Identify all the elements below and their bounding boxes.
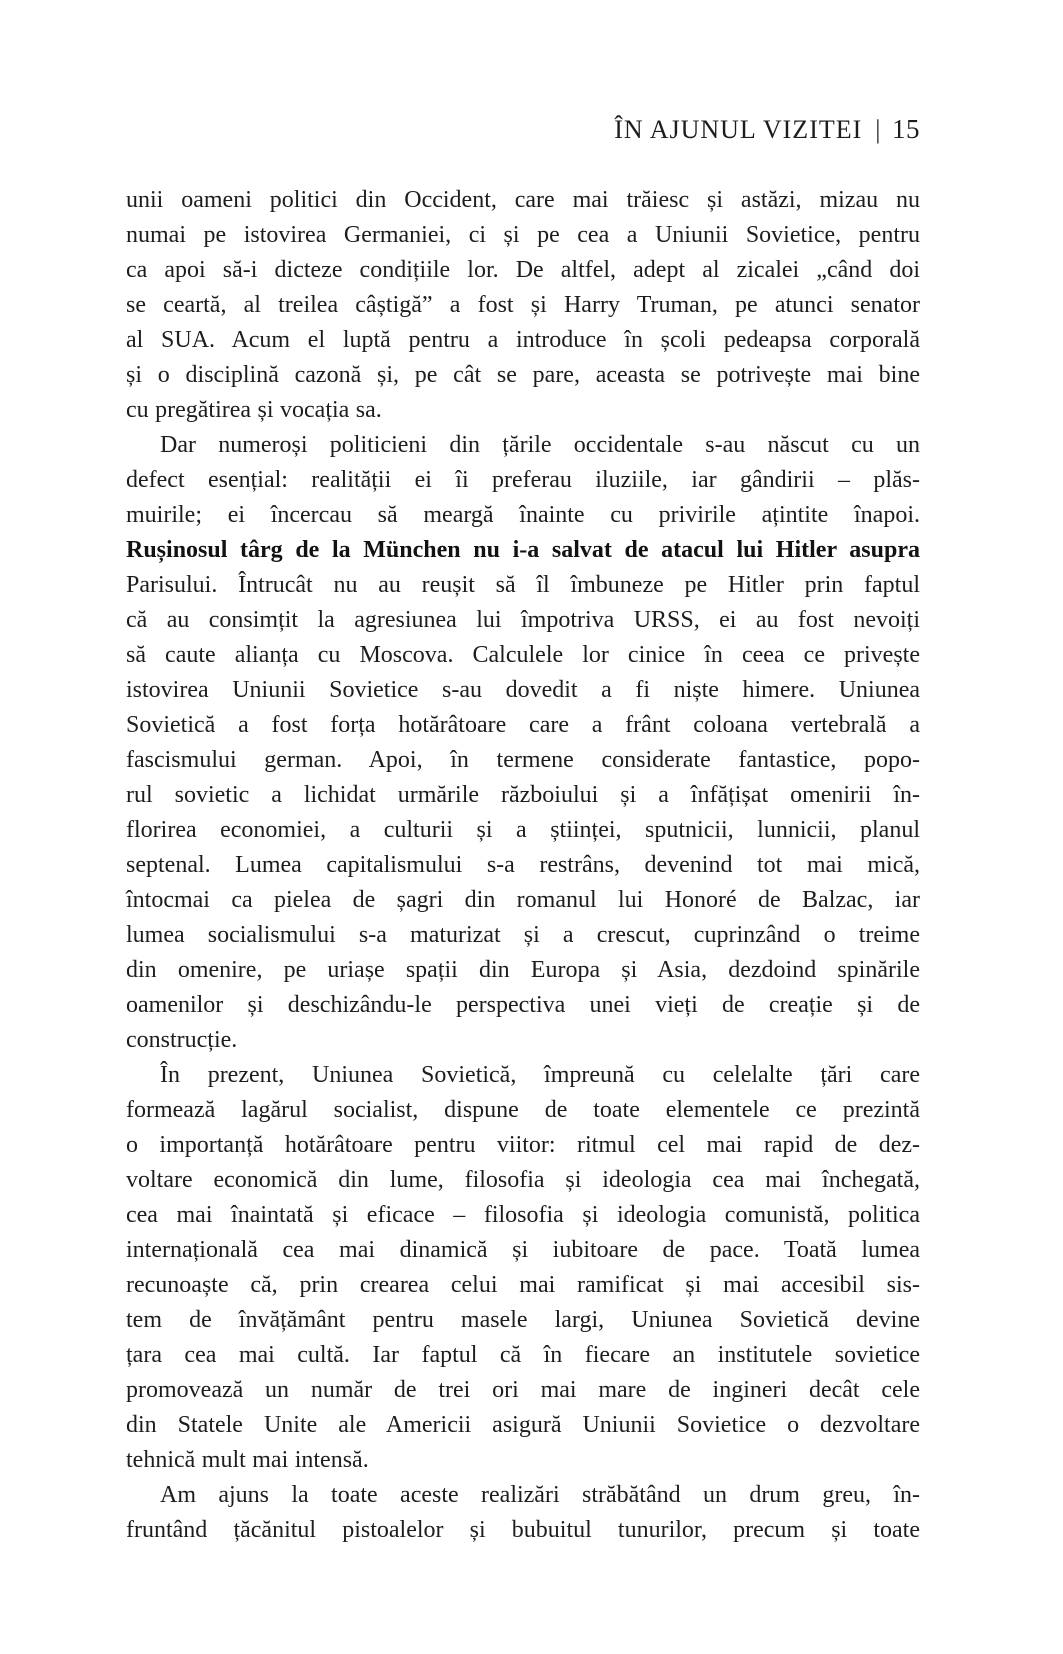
text-line: Rușinosul târg de la München nu i-a salvat de atacul lui Hitler asupra	[126, 537, 920, 563]
text-line: ca apoi să-i dicteze condițiile lor. De altfel, adept al zicalei „când doi	[126, 257, 920, 283]
text-line: rul sovietic a lichidat urmările războiului și a înfățișat omenirii în-	[126, 782, 920, 808]
text-line: voltare economică din lume, filosofia și ideologia cea mai închegată,	[126, 1167, 920, 1193]
text-line: recunoaște că, prin crearea celui mai ramificat și mai accesibil sis-	[126, 1272, 920, 1298]
text-line: florirea economiei, a culturii și a științei, sputnicii, lunnicii, planul	[126, 817, 920, 843]
text-line: unii oameni politici din Occident, care mai trăiesc și astăzi, mizau nu	[126, 187, 920, 213]
text-line: cea mai înaintată și eficace – filosofia și ideologia comunistă, politica	[126, 1202, 920, 1228]
text-line: o importanță hotărâtoare pentru viitor: ritmul cel mai rapid de dez-	[126, 1132, 920, 1158]
header-separator: |	[875, 115, 881, 144]
page-number: 15	[892, 114, 920, 144]
text-line: În prezent, Uniunea Sovietică, împreună cu celelalte țări care	[160, 1062, 920, 1088]
text-line: fascismului german. Apoi, în termene considerate fantastice, popo-	[126, 747, 920, 773]
running-header	[126, 112, 920, 147]
text-line: numai pe istovirea Germaniei, ci și pe cea a Uniunii Sovietice, pentru	[126, 222, 920, 248]
text-line: Sovietică a fost forța hotărâtoare care a frânt coloana vertebrală a	[126, 712, 920, 738]
text-line: oamenilor și deschizându-le perspectiva unei vieți de creație și de	[126, 992, 920, 1018]
text-line: se ceartă, al treilea câștigă” a fost și Harry Truman, pe atunci senator	[126, 292, 920, 318]
text-line: internațională cea mai dinamică și iubitoare de pace. Toată lumea	[126, 1237, 920, 1263]
text-line: Am ajuns la toate aceste realizări străbătând un drum greu, în-	[160, 1482, 920, 1508]
text-line: întocmai ca pielea de șagri din romanul lui Honoré de Balzac, iar	[126, 887, 920, 913]
text-line: din Statele Unite ale Americii asigură Uniunii Sovietice o dezvoltare	[126, 1412, 920, 1438]
text-line: și o disciplină cazonă și, pe cât se pare, aceasta se potrivește mai bine	[126, 362, 920, 388]
text-line: promovează un număr de trei ori mai mare de ingineri decât cele	[126, 1377, 920, 1403]
running-title: ÎN AJUNUL VIZITEI	[614, 115, 863, 144]
text-line: din omenire, pe uriașe spații din Europa și Asia, dezdoind spinările	[126, 957, 920, 983]
text-line: Parisului. Întrucât nu au reușit să îl îmbuneze pe Hitler prin faptul	[126, 572, 920, 598]
text-line: lumea socialismului s-a maturizat și a crescut, cuprinzând o treime	[126, 922, 920, 948]
text-line: țara cea mai cultă. Iar faptul că în fiecare an institutele sovietice	[126, 1342, 920, 1368]
body-text	[126, 183, 920, 1548]
text-line: tem de învățământ pentru masele largi, Uniunea Sovietică devine	[126, 1307, 920, 1333]
text-line: muirile; ei încercau să meargă înainte cu privirile ațintite înapoi.	[126, 502, 920, 528]
text-line: tehnică mult mai intensă.	[126, 1447, 369, 1473]
text-line: istovirea Uniunii Sovietice s-au dovedit a fi niște himere. Uniunea	[126, 677, 920, 703]
text-line: Dar numeroși politicieni din țările occidentale s-au născut cu un	[160, 432, 920, 458]
text-line: construcție.	[126, 1027, 238, 1053]
text-line: defect esențial: realității ei îi preferau iluziile, iar gândirii – plăs-	[126, 467, 920, 493]
text-line: cu pregătirea și vocația sa.	[126, 397, 382, 423]
text-line: septenal. Lumea capitalismului s-a restrâns, devenind tot mai mică,	[126, 852, 920, 878]
text-line: să caute alianța cu Moscova. Calculele lor cinice în ceea ce privește	[126, 642, 920, 668]
text-line: că au consimțit la agresiunea lui împotriva URSS, ei au fost nevoiți	[126, 607, 920, 633]
text-line: formează lagărul socialist, dispune de toate elementele ce prezintă	[126, 1097, 920, 1123]
text-line: fruntând țăcănitul pistoalelor și bubuitul tunurilor, precum și toate	[126, 1517, 920, 1543]
text-line: al SUA. Acum el luptă pentru a introduce în școli pedeapsa corporală	[126, 327, 920, 353]
